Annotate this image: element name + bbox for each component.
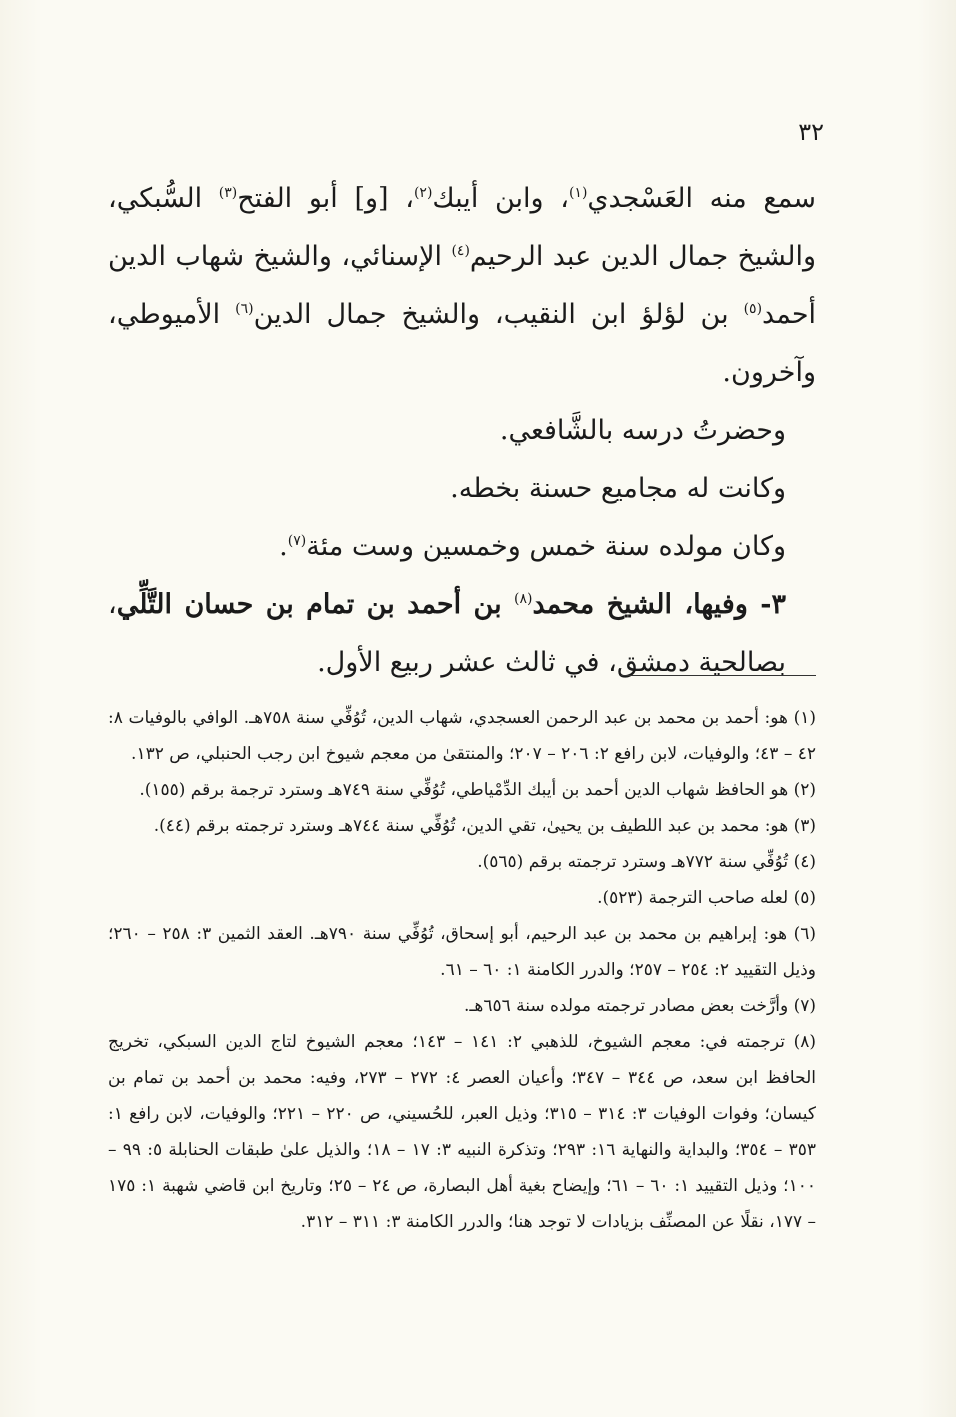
footnote-separator — [621, 675, 816, 676]
footnote-ref-4[interactable]: (٤) — [451, 243, 470, 259]
footnote-ref-5[interactable]: (٥) — [743, 301, 763, 317]
footnote-ref-7[interactable]: (٧) — [287, 533, 307, 549]
footnotes — [108, 700, 816, 1240]
paragraph-lesson: وحضرتُ درسه بالشَّافعي. — [499, 415, 786, 446]
footnote-ref-8[interactable]: (٨) — [514, 591, 533, 607]
text-segment: وكان مولده سنة خمس وخمسين وست مئة — [306, 531, 786, 562]
text-segment: ، [و] أبو الفتح — [237, 183, 414, 214]
text-segment: ، وابن أيبك — [432, 183, 569, 214]
text-segment: الإسنائي، والشيخ شهاب الدين أحمد — [108, 241, 817, 330]
text-segment: ، بصالحية دمشق، في ثالث عشر ربيع الأول. — [108, 589, 786, 678]
footnote-7: (٧) وأرَّخت بعض مصادر ترجمته مولده سنة ٦٥٦هـ. — [464, 996, 816, 1016]
entry-heading: ٣- وفيها، الشيخ محمد — [532, 589, 786, 620]
footnote-6: (٦) هو: إبراهيم بن محمد بن عبد الرحيم، أبو إسحاق، تُوُفِّي سنة ٧٩٠هـ. العقد الثمين ٣: ٢٥٨ – ٢٦٠؛ وذيل التقييد ٢: ٢٥٤ – ٢٥٧؛ والدرر الكامنة ١: ٦٠ – ٦١. — [108, 924, 816, 980]
paragraph-students — [108, 170, 816, 402]
text-segment: الأميوطي، وآخرون. — [108, 299, 816, 388]
paragraph-birth — [108, 518, 816, 576]
text-segment: بن لؤلؤ ابن النقيب، والشيخ جمال الدين — [253, 299, 744, 330]
entry-heading-name: بن أحمد بن تمام بن حسان التَّلِّي — [116, 589, 515, 620]
text-segment: سمع منه العَسْجدي — [587, 183, 816, 214]
text-segment: . — [279, 531, 288, 562]
footnote-3: (٣) هو: محمد بن عبد اللطيف بن يحيىٰ، تقي الدين، تُوُفِّي سنة ٧٤٤هـ وسترد ترجمته برقم (٤٤). — [153, 816, 816, 836]
footnote-ref-2[interactable]: (٢) — [413, 185, 433, 201]
footnote-4: (٤) تُوُفِّي سنة ٧٧٢هـ وسترد ترجمته برقم (٥٦٥). — [477, 852, 816, 872]
footnote-ref-6[interactable]: (٦) — [235, 301, 254, 317]
page-number: ٣٢ — [798, 118, 824, 146]
text-segment: السُّبكي، والشيخ جمال الدين عبد الرحيم — [108, 183, 816, 272]
paragraph-collections: وكانت له مجاميع حسنة بخطه. — [450, 473, 786, 504]
footnote-2: (٢) هو الحافظ شهاب الدين أحمد بن أيبك الدِّمْياطي، تُوُفِّي سنة ٧٤٩هـ وسترد ترجمة برقم (١٥٥). — [139, 780, 816, 800]
footnote-8: (٨) ترجمته في: معجم الشيوخ، للذهبي ٢: ١٤١ – ١٤٣؛ معجم الشيوخ لتاج الدين السبكي، تخريج الحافظ ابن سعد، ص ٣٤٤ – ٣٤٧؛ وأعيان العصر ٤: ٢٧٢ – ٢٧٣، وفيه: محمد بن أحمد بن تمام بن كيسان؛ وفوات الوفيات ٣: ٣١٤ – ٣١٥؛ وذيل العبر، للحُسيني، ص ٢٢٠ – ٢٢١؛ والوفيات، لابن رافع ١: ٣٥٣ – ٣٥٤؛ والبداية والنهاية ١٦: ٢٩٣؛ وتذكرة النبيه ٣: ١٧ – ١٨؛ والذيل علىٰ طبقات الحنابلة ٥: ٩٩ – ١٠٠؛ وذيل التقييد ١: ٦٠ – ٦١؛ وإيضاح بغية أهل البصارة، ص ٢٤ – ٢٥؛ وتاريخ ابن قاضي شهبة ١: ١٧٥ – ١٧٧، نقلًا عن المصنِّف بزيادات لا توجد هنا؛ والدرر الكامنة ٣: ٣١١ – ٣١٢. — [108, 1032, 817, 1232]
main-text — [108, 170, 816, 692]
footnote-1: (١) هو: أحمد بن محمد بن عبد الرحمن العسجدي، شهاب الدين، تُوُفِّي سنة ٧٥٨هـ. الوافي بالوفيات ٨: ٤٢ – ٤٣؛ والوفيات، لابن رافع ٢: ٢٠٦ – ٢٠٧؛ والمنتقىٰ من معجم شيوخ ابن رجب الحنبلي، ص ١٣٢. — [108, 708, 816, 764]
footnote-ref-1[interactable]: (١) — [568, 185, 588, 201]
footnote-ref-3[interactable]: (٣) — [218, 185, 238, 201]
footnote-5: (٥) لعله صاحب الترجمة (٥٢٣). — [597, 888, 816, 908]
